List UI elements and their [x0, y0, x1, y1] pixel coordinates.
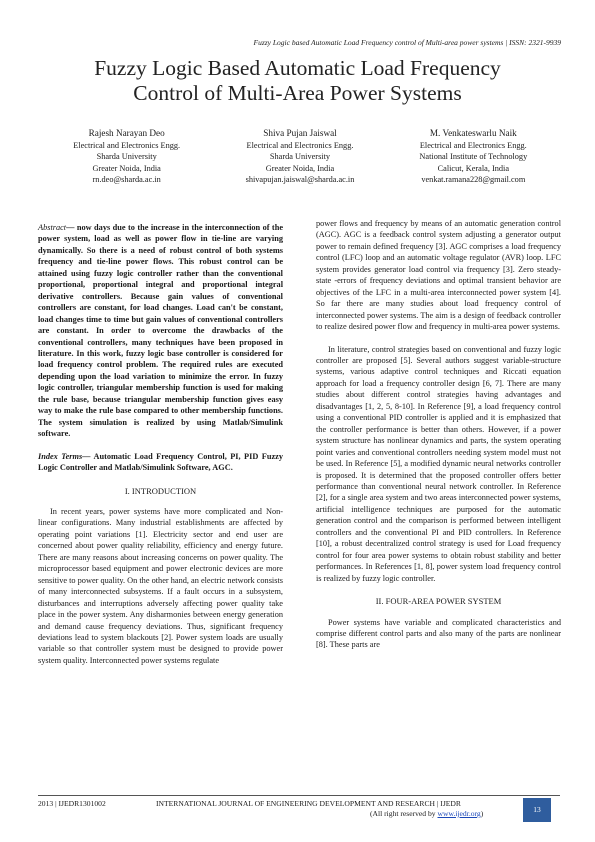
- author-dept: Electrical and Electronics Engg.: [73, 141, 181, 151]
- author-org: National Institute of Technology: [419, 152, 528, 162]
- page-number-badge: 13: [523, 798, 551, 822]
- index-terms: [38, 451, 283, 474]
- paper-title: [0, 56, 595, 106]
- author-name: Shiva Pujan Jaiswal: [263, 128, 337, 138]
- title-line-2: Control of Multi-Area Power Systems: [133, 81, 462, 105]
- author-city: Calicut, Kerala, India: [437, 163, 510, 173]
- author-email: shivapujan.jaiswal@sharda.ac.in: [245, 174, 355, 184]
- author-name: M. Venkateswarlu Naik: [429, 128, 517, 138]
- footer-rights-suffix: ): [480, 809, 484, 818]
- journal-link[interactable]: www.ijedr.org: [437, 809, 481, 818]
- index-terms-text: — Automatic Load Frequency Control, PI, PID Fuzzy Logic Controller and Matlab/Simulink Software, AGC.: [38, 451, 283, 473]
- author-1: [40, 128, 213, 185]
- abstract-label: Abstract: [38, 223, 67, 232]
- abstract: [38, 222, 283, 440]
- author-email: venkat.ramana228@gmail.com: [421, 174, 526, 184]
- section-2-paragraph: Power systems have variable and complicated characteristics and comprise different control parts and also many of the parts are nonlinear [8]. These parts are: [316, 617, 561, 650]
- index-terms-label: Index Terms: [38, 451, 83, 461]
- author-org: Sharda University: [269, 152, 331, 162]
- author-org: Sharda University: [96, 152, 157, 162]
- title-line-1: Fuzzy Logic Based Automatic Load Frequency: [94, 56, 501, 80]
- body-paragraph-2: In literature, control strategies based on conventional and fuzzy logic controller are proposed [5]. Several authors suggest variable-structure systems, various adaptive control techniques and Riccati equation approach for load a frequency controller design [6, 7]. There are many studies about different control strategies having advantages and disadvantages [1, 2, 5, 8-10]. In Reference [9], a load frequency control using a conventional PID controller is applied and it is emphasized that the controller performance is better than others. However, if a power system structure has nonlinear dynamics and parts, the system operating point varies and conventional controllers needing system model must not be used. In Reference [5], a modified dynamic neural networks controller is proposed. It is determined that the proposed controller offers better performance than conventional neural network controller. In Reference [2], for a single area system and two areas interconnected power systems, artificial intelligence techniques are purposed for the automatic generation control and the comparison is performed between intelligent controllers and the conventional PI and PID controllers. In Reference [10], a robust decentralized control strategy is used for Load frequency control for four area power systems to obtain robust stability and better performances. In References [1, 8], power system load frequency control is realized by fuzzy logic controller.: [316, 344, 561, 583]
- abstract-text: — now days due to the increase in the interconnection of the power system, load as well as power flow in tie-line are varying dynamically. So there is a need of robust control of both systems frequency and tie-line power flows. This robust control can be attained using fuzzy logic controller rather than the conventional proportional, proportional integral and proportional integral derivative controllers. Because gain values of conventional controllers are constant, for load changes. Load can't be constant, load changes time to time but gain values of conventional controllers are constant. In order to overcome the drawbacks of the conventional controllers, many techniques have been proposed in literature. In this work, fuzzy logic base controller is considered for load frequency control problem. The required rules are executed depending upon the load variation to minimize the error. In fuzzy logic controller, triangular membership function is used for making the rule base, because triangular membership function gives easy way to make the rule base compared to other membership functions. The system simulation is realized by using Matlab/Simulink software.: [38, 223, 283, 439]
- section-heading-introduction: I. INTRODUCTION: [124, 485, 197, 496]
- footer-divider: [38, 795, 560, 796]
- footer-rights: [370, 809, 483, 818]
- author-email: rn.deo@sharda.ac.in: [92, 174, 161, 184]
- body-paragraph-1: power flows and frequency by means of an automatic generation control (AGC). AGC is a feedback control system adjusting a generator output power to remain defined frequency [3]. AGC comprises a load frequency control (LFC) loop and an automatic voltage regulator (AVR) loop. LFC system provides generator load control via frequency [3]. Zero steady-state -errors of frequency deviations and optimal transient behavior are objectives of the LFC in a multi-area interconnected power system [4]. So far there are many studies about load frequency control of interconnected power systems. The aim is a design of feedback controller to realize desired power flow and frequency in multi-area power systems.: [316, 219, 561, 332]
- right-column: [316, 218, 561, 651]
- author-dept: Electrical and Electronics Engg.: [419, 141, 527, 151]
- author-city: Greater Noida, India: [92, 163, 161, 173]
- author-block: [40, 128, 560, 185]
- running-header: Fuzzy Logic based Automatic Load Frequency control of Multi-area power systems | ISSN: 2321-9939: [253, 38, 561, 47]
- footer-rights-prefix: (All right reserved by: [370, 809, 438, 818]
- author-city: Greater Noida, India: [265, 163, 335, 173]
- author-3: [387, 128, 560, 185]
- author-2: [213, 128, 386, 185]
- footer-journal: INTERNATIONAL JOURNAL OF ENGINEERING DEVELOPMENT AND RESEARCH | IJEDR: [156, 799, 461, 808]
- introduction-paragraph: In recent years, power systems have more complicated and Non-linear configurations. Many industrial establishments are affected by operating point variations [1]. Electricity sector and end user are concerned about power quality reliability, efficiency and energy future. There are many reasons about increasing concerns on power quality. The microprocessor based equipment and power electronic devices are more sensitive to power quality. On the other hand, an electric network consists of many interconnected subsystems. If a fault occurs in a subsystem, disturbances and interruptions adversely affecting power quality take place in the power system. Any disharmonies between energy generation and demand cause frequency deviations. Thus, significant frequency deviations lead to system blackouts [2]. Power system loads are usually variable so that controller system must be designed to provide power system quality. Interconnected power systems regulate: [38, 506, 283, 665]
- author-dept: Electrical and Electronics Engg.: [246, 141, 354, 151]
- author-name: Rajesh Narayan Deo: [88, 128, 165, 138]
- left-column: [38, 222, 283, 666]
- footer-issue: 2013 | IJEDR1301002: [38, 799, 106, 808]
- section-heading-four-area: II. FOUR-AREA POWER SYSTEM: [375, 596, 502, 607]
